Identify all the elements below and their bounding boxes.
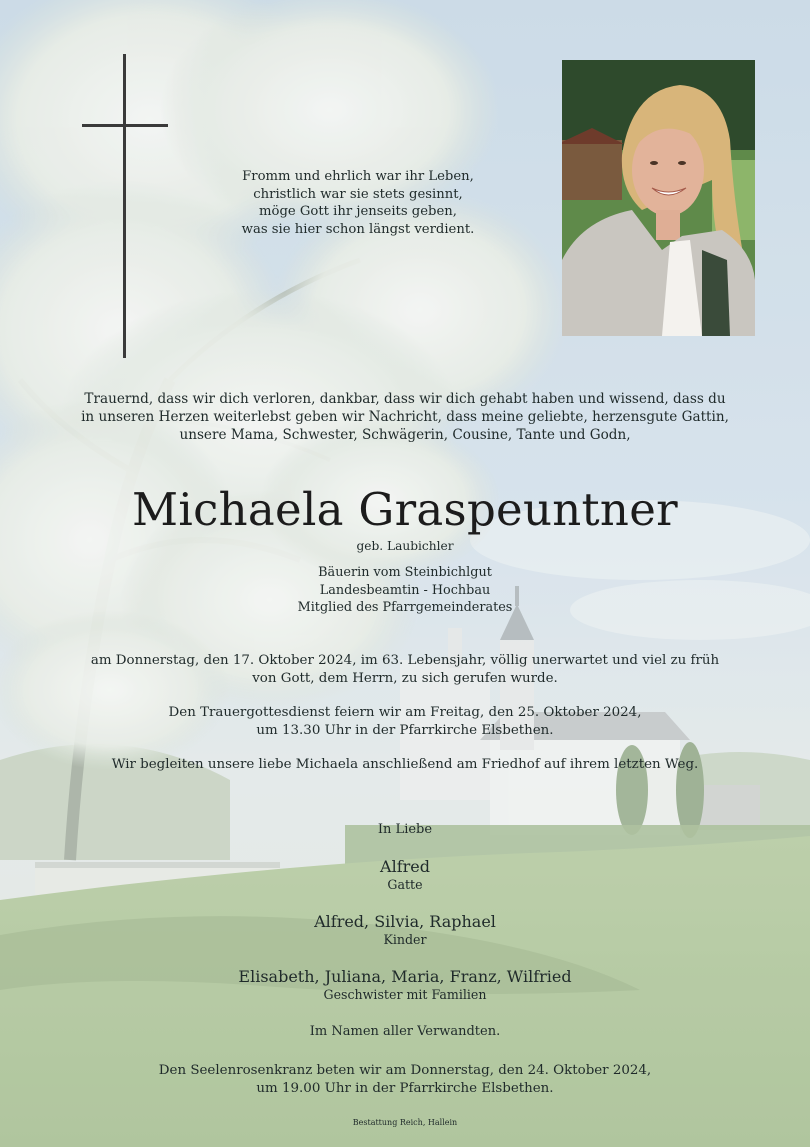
burial-notice: Wir begleiten unsere liebe Michaela anschließend am Friedhof auf ihrem letzten Weg. xyxy=(111,757,699,772)
family-names-siblings: Elisabeth, Juliana, Maria, Franz, Wilfried xyxy=(238,967,572,986)
memorial-verse xyxy=(200,168,516,238)
intro-line: unsere Mama, Schwester, Schwägerin, Cousine, Tante und Godn, xyxy=(179,427,631,443)
family-names-children: Alfred, Silvia, Raphael xyxy=(314,912,496,931)
role-line: Bäuerin vom Steinbichlgut xyxy=(318,565,492,580)
death-notice xyxy=(60,652,750,688)
service-notice xyxy=(40,704,770,740)
death-notice-line: am Donnerstag, den 17. Oktober 2024, im 63. Lebensjahr, völlig unerwartet und viel zu früh xyxy=(90,653,720,668)
all-relatives-line: Im Namen aller Verwandten. xyxy=(309,1024,501,1039)
death-notice-line: von Gott, dem Herrn, zu sich gerufen wurde. xyxy=(252,671,558,686)
deceased-roles xyxy=(40,564,770,617)
role-line: Landesbeamtin - Hochbau xyxy=(319,582,491,598)
family-names-spouse: Alfred xyxy=(380,857,430,876)
service-line: Den Trauergottesdienst feiern wir am Freitag, den 25. Oktober 2024, xyxy=(168,705,642,720)
rosary-line: um 19.00 Uhr in der Pfarrkirche Elsbethen. xyxy=(256,1081,554,1096)
family-relation-spouse: Gatte xyxy=(387,877,423,892)
birth-name: geb. Laubichler xyxy=(356,539,454,553)
cross-icon xyxy=(82,54,168,358)
undertaker-credit: Bestattung Reich, Hallein xyxy=(352,1118,458,1127)
intro-line: in unseren Herzen weiterlebst geben wir Nachricht, dass meine geliebte, herzensgute Gattin, xyxy=(81,409,729,425)
deceased-name: Michaela Graspeuntner xyxy=(132,483,678,536)
intro-text xyxy=(60,390,750,444)
in-love-heading: In Liebe xyxy=(377,822,433,837)
family-relation-children: Kinder xyxy=(383,932,427,947)
rosary-line: Den Seelenrosenkranz beten wir am Donnerstag, den 24. Oktober 2024, xyxy=(158,1063,652,1078)
portrait-photo xyxy=(562,60,755,336)
verse-line: Fromm und ehrlich war ihr Leben, xyxy=(242,169,474,184)
verse-line: was sie hier schon längst verdient. xyxy=(241,221,475,237)
intro-line: Trauernd, dass wir dich verloren, dankbar, dass wir dich gehabt haben und wissend, dass du xyxy=(84,391,726,407)
role-line: Mitglied des Pfarrgemeinderates xyxy=(297,600,513,615)
service-line: um 13.30 Uhr in der Pfarrkirche Elsbethen. xyxy=(256,723,554,738)
verse-line: möge Gott ihr jenseits geben, xyxy=(259,204,457,219)
family-relation-siblings: Geschwister mit Familien xyxy=(323,987,487,1002)
rosary-notice xyxy=(40,1062,770,1098)
verse-line: christlich war sie stets gesinnt, xyxy=(253,186,463,202)
